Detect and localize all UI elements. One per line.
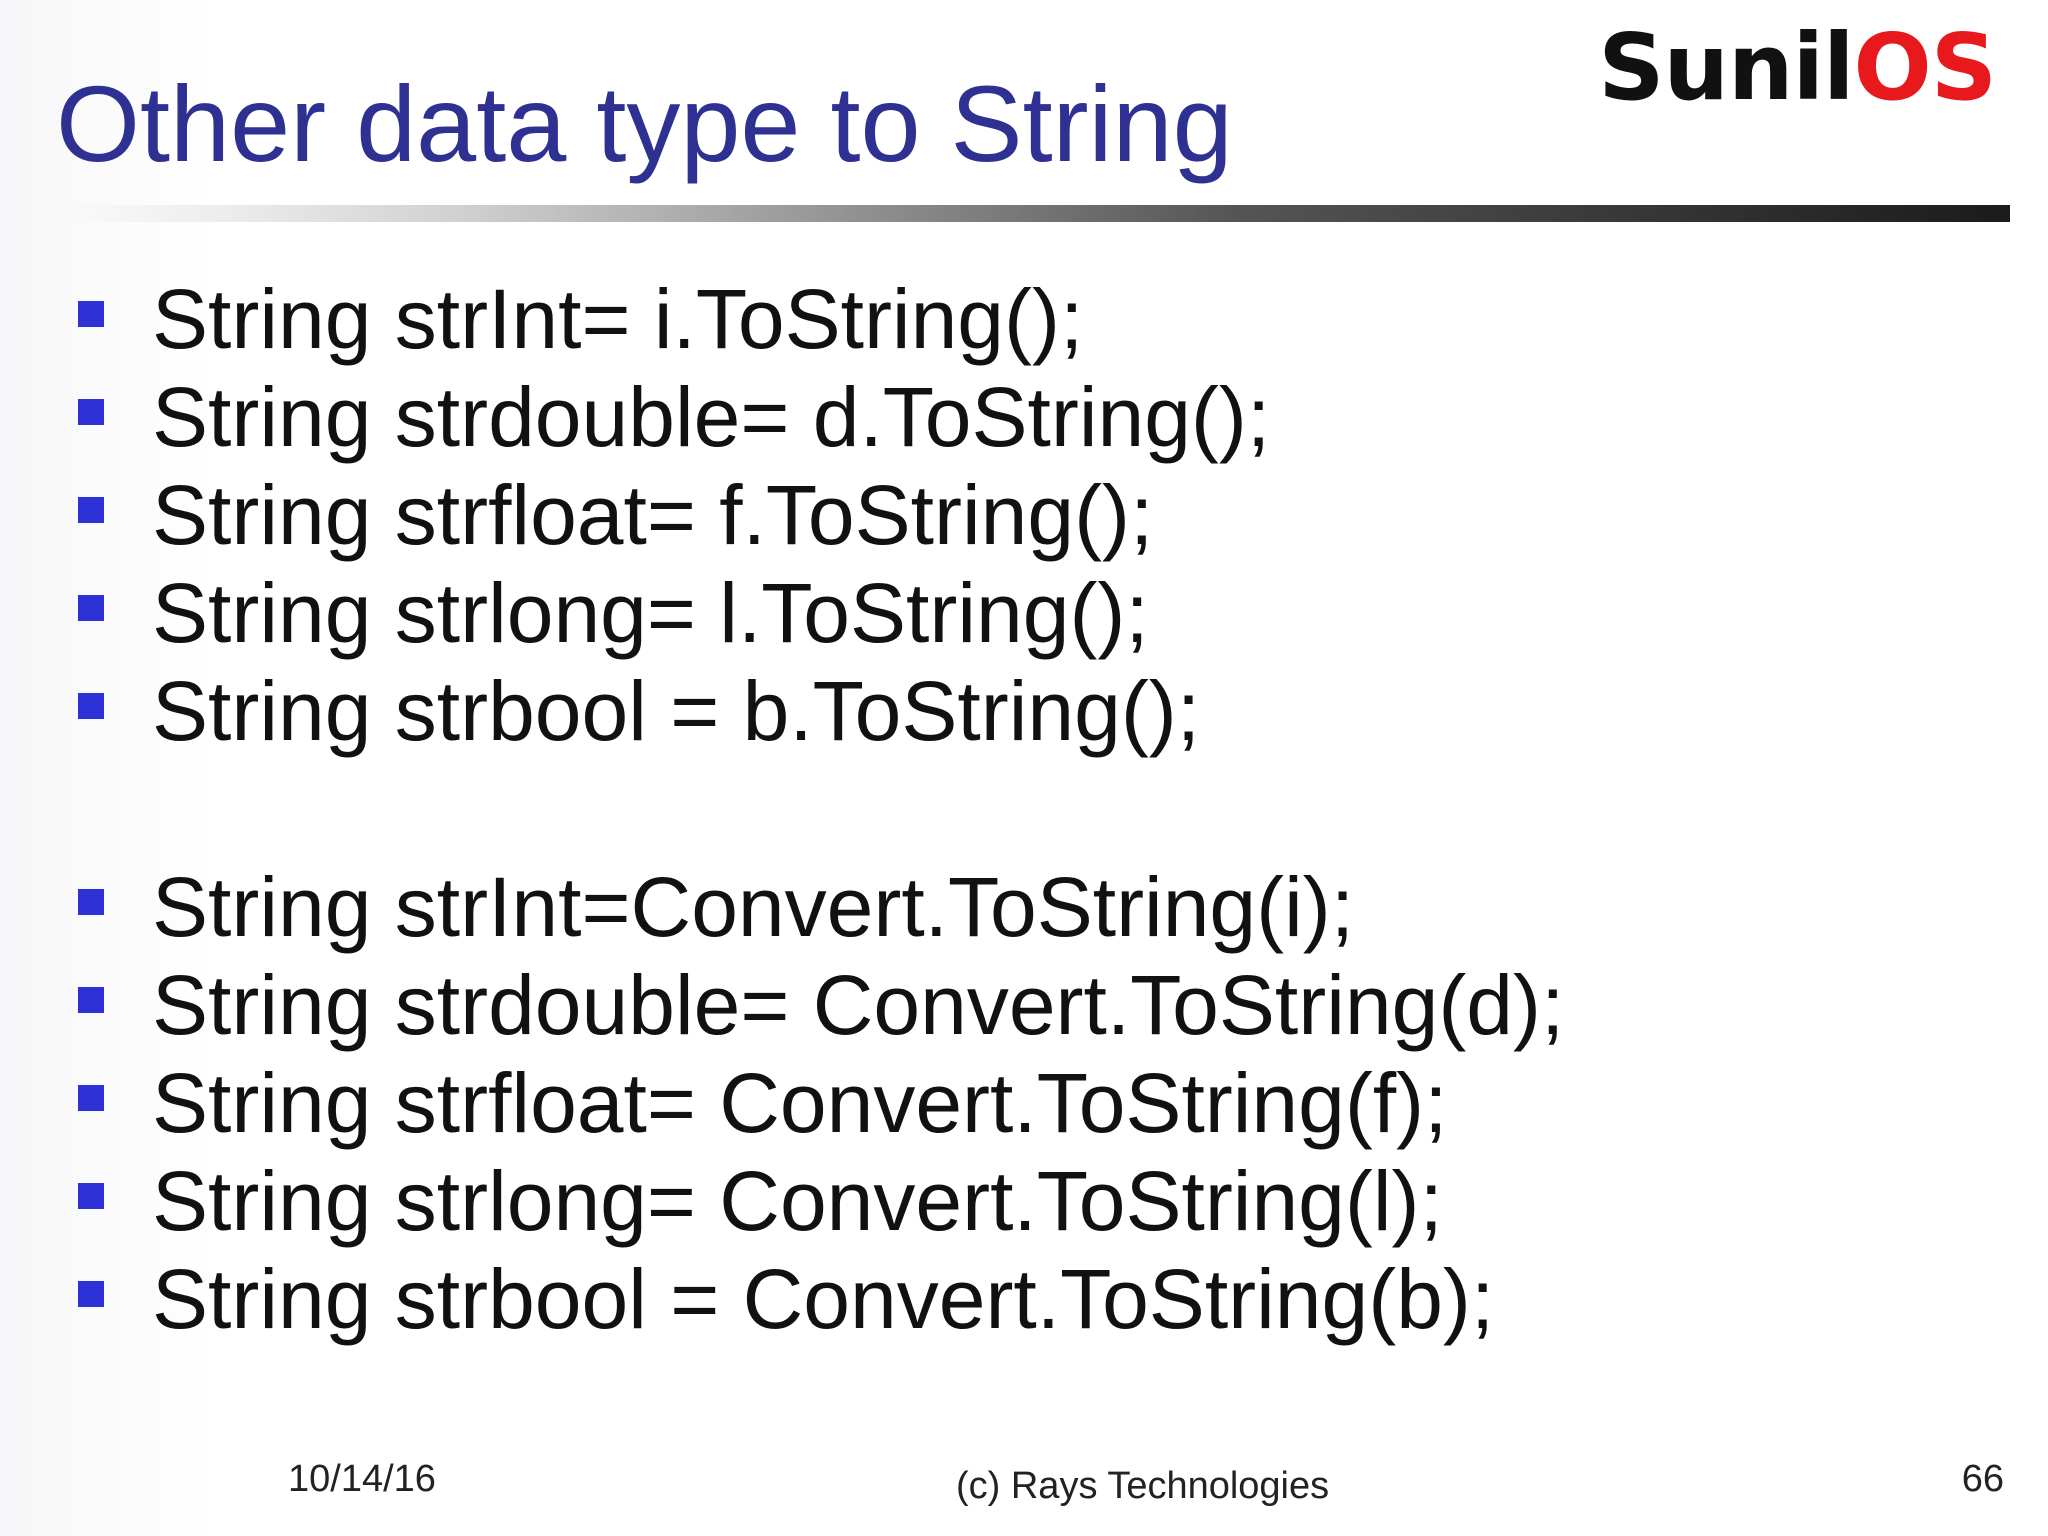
bullet-item — [0, 368, 2048, 466]
bullet-text: String strbool = Convert.ToString(b); — [152, 1252, 1495, 1346]
bullet-square-icon — [78, 889, 104, 915]
footer-copyright: (c) Rays Technologies — [956, 1465, 1330, 1507]
logo-text-dark: Sunil — [1598, 14, 1854, 121]
bullet-text: String strdouble= d.ToString(); — [152, 370, 1271, 464]
bullet-item — [0, 956, 2048, 1054]
bullet-item — [0, 564, 2048, 662]
bullet-item — [0, 1152, 2048, 1250]
slide-title: Other data type to String — [56, 63, 1233, 184]
sunilos-logo — [1598, 14, 1996, 121]
bullet-item — [0, 662, 2048, 760]
bullet-group-spacer — [0, 760, 2048, 858]
title-divider — [70, 205, 2010, 222]
bullet-item — [0, 858, 2048, 956]
bullet-item — [0, 270, 2048, 368]
logo-text-red: OS — [1853, 14, 1996, 121]
bullet-square-icon — [78, 1085, 104, 1111]
footer-page-number: 66 — [1961, 1458, 2004, 1500]
bullet-item — [0, 466, 2048, 564]
bullet-text: String strfloat= f.ToString(); — [152, 468, 1154, 562]
bullet-item — [0, 1250, 2048, 1348]
bullet-text: String strlong= Convert.ToString(l); — [152, 1154, 1443, 1248]
bullet-square-icon — [78, 693, 104, 719]
bullet-square-icon — [78, 987, 104, 1013]
bullet-square-icon — [78, 399, 104, 425]
bullet-text: String strInt= i.ToString(); — [152, 272, 1084, 366]
bullet-text: String strInt=Convert.ToString(i); — [152, 860, 1355, 954]
footer-date: 10/14/16 — [288, 1458, 436, 1500]
bullet-square-icon — [78, 1281, 104, 1307]
bullet-item — [0, 1054, 2048, 1152]
bullet-text: String strfloat= Convert.ToString(f); — [152, 1056, 1448, 1150]
bullet-text: String strlong= l.ToString(); — [152, 566, 1149, 660]
bullet-square-icon — [78, 1183, 104, 1209]
bullet-square-icon — [78, 497, 104, 523]
bullet-square-icon — [78, 301, 104, 327]
bullet-list — [0, 270, 2048, 1348]
bullet-text: String strbool = b.ToString(); — [152, 664, 1201, 758]
bullet-text: String strdouble= Convert.ToString(d); — [152, 958, 1565, 1052]
bullet-square-icon — [78, 595, 104, 621]
